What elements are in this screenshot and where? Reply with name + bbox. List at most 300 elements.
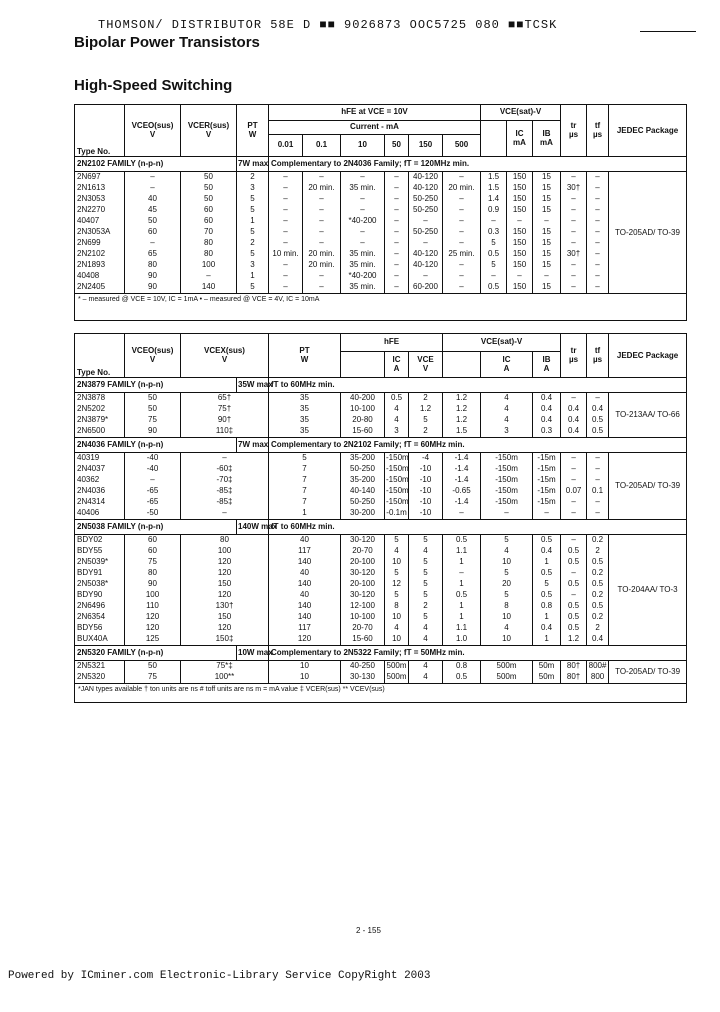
- table-cell: 50-250: [409, 194, 443, 205]
- table-cell: 0.4: [533, 546, 561, 557]
- footer: Powered by ICminer.com Electronic-Library Service CopyRight 2003: [8, 970, 431, 982]
- header-stamp: THOMSON/ DISTRIBUTOR 58E D ■■ 9026873 OOC5725 080 ■■TCSK: [98, 18, 558, 32]
- table-cell: 2: [409, 426, 443, 438]
- table-cell: 110‡: [181, 426, 269, 438]
- table-cell: 0.5: [587, 415, 609, 426]
- table-cell: –: [341, 238, 385, 249]
- table-cell: –: [587, 508, 609, 520]
- table-cell: 0.5: [587, 601, 609, 612]
- table-cell: –: [561, 260, 587, 271]
- table-cell: –: [269, 282, 303, 294]
- table-cell: 5: [409, 590, 443, 601]
- table-cell: –: [561, 216, 587, 227]
- table-cell: 40-120: [409, 249, 443, 260]
- table-cell: –: [443, 271, 481, 282]
- table-cell: 500m: [386, 661, 407, 671]
- table-cell: –: [303, 227, 341, 238]
- table-cell: 35 min.: [341, 282, 385, 294]
- table-cell: 10: [385, 557, 409, 568]
- table-cell: 0.5: [587, 579, 609, 590]
- table-cell: 10: [481, 634, 533, 646]
- table-row: [75, 590, 687, 601]
- table-cell: 2N4036: [75, 486, 125, 497]
- table-cell: 2: [237, 238, 269, 249]
- table-cell: 2: [409, 393, 443, 405]
- table-cell: –: [303, 194, 341, 205]
- table-cell: -150m: [481, 497, 533, 508]
- table-cell: -150m: [386, 453, 409, 463]
- table-cell: *40-200: [341, 216, 385, 227]
- col-vcesat-v: [481, 121, 507, 157]
- table-cell: 2N3878: [75, 393, 125, 405]
- family-row: [75, 438, 687, 453]
- table-cell: 5: [385, 568, 409, 579]
- col2-tf: tf µs: [587, 334, 609, 378]
- table-cell: 30-120: [341, 590, 385, 601]
- table-cell: –: [385, 249, 409, 260]
- table-cell: 8: [385, 601, 409, 612]
- table-cell: 0.5: [561, 557, 587, 568]
- col-tr: tr µs: [561, 105, 587, 157]
- col-pt: PT W: [237, 105, 269, 157]
- table-cell: 0.9: [481, 205, 507, 216]
- table-cell: 90†: [181, 415, 269, 426]
- table-cell: 0.5: [587, 557, 609, 568]
- table-cell: 60: [125, 546, 181, 557]
- table-cell: –: [561, 194, 587, 205]
- table-cell: –: [385, 194, 409, 205]
- table-cell: 30†: [561, 183, 587, 194]
- table-cell: 140: [269, 601, 341, 612]
- table-cell: 35: [269, 415, 341, 426]
- table-row: [75, 227, 687, 238]
- table-cell: 75: [125, 557, 181, 568]
- table-cell: 1.5: [481, 172, 507, 184]
- table-cell: –: [533, 271, 561, 282]
- table-cell: 2N5321: [75, 661, 125, 673]
- table-cell: 15: [533, 194, 561, 205]
- table-row: [75, 546, 687, 557]
- table-cell: 12-100: [341, 601, 385, 612]
- table-cell: 0.5: [561, 601, 587, 612]
- table-cell: 2N2270: [75, 205, 125, 216]
- table-cell: 10: [481, 612, 533, 623]
- table-cell: –: [587, 393, 609, 405]
- table-cell: –: [385, 227, 409, 238]
- table-cell: 20-100: [341, 557, 385, 568]
- table-cell: 7: [269, 486, 341, 497]
- table-cell: 2N4037: [75, 464, 125, 475]
- table-cell: 15: [533, 227, 561, 238]
- table-cell: 90: [125, 579, 181, 590]
- table-cell: –: [303, 205, 341, 216]
- table-row: [75, 216, 687, 227]
- table-cell: 50-250: [409, 205, 443, 216]
- table-cell: -15m: [533, 464, 561, 475]
- table-cell: –: [561, 535, 587, 547]
- col2-hfe: hFE: [341, 334, 443, 352]
- table-cell: 0.3: [481, 227, 507, 238]
- table-cell: 2: [409, 601, 443, 612]
- table-cell: 0.5: [443, 535, 481, 547]
- table-cell: –: [385, 282, 409, 294]
- table-cell: 0.4: [587, 634, 609, 646]
- col-current-3: 50: [385, 135, 409, 157]
- table-cell: 500m: [481, 661, 533, 673]
- table-cell: 40-200: [341, 393, 385, 405]
- table-cell: -65: [125, 497, 181, 508]
- table-cell: 4: [409, 634, 443, 646]
- table-cell: 50m: [533, 672, 561, 684]
- col2-ic-sat: IC A: [481, 352, 533, 378]
- table-cell: 4: [409, 672, 443, 684]
- table-cell: 0.5: [561, 623, 587, 634]
- table-cell: 5: [269, 453, 341, 465]
- family-pt: 7W max: [237, 157, 269, 172]
- table-cell: 75: [125, 415, 181, 426]
- table-cell: 120: [181, 623, 269, 634]
- table-cell: 2N5038*: [75, 579, 125, 590]
- table-cell: 50m: [533, 661, 561, 673]
- table-cell: 15: [533, 249, 561, 260]
- col2-pt: PT W: [269, 334, 341, 378]
- table-cell: 800: [587, 672, 609, 684]
- table-row: [75, 172, 687, 184]
- table-cell: 50-250: [341, 464, 385, 475]
- table-cell: –: [303, 216, 341, 227]
- table-row: [75, 183, 687, 194]
- table-cell: BDY02: [75, 535, 125, 547]
- table-cell: 40406: [75, 508, 125, 520]
- family-desc: Complementary to 2N2102 Family; fT = 60MHz min.: [269, 438, 687, 453]
- table-cell: 50: [181, 172, 237, 184]
- table-cell: 20-80: [341, 415, 385, 426]
- table-cell: 30†: [561, 249, 587, 260]
- table-cell: 2N697: [75, 172, 125, 184]
- table-cell: -4: [409, 453, 443, 465]
- table-cell: 10: [269, 661, 341, 673]
- table-cell: –: [561, 271, 587, 282]
- table-cell: 20-70: [341, 546, 385, 557]
- table-cell: 60: [181, 216, 237, 227]
- table-cell: 20 min.: [443, 183, 481, 194]
- table-cell: 1.2: [443, 415, 481, 426]
- table-cell: 40-250: [341, 661, 385, 673]
- family-pt: 7W max: [237, 438, 269, 453]
- table-cell: –: [303, 238, 341, 249]
- table-cell: 117: [269, 546, 341, 557]
- table-cell: -1.4: [443, 497, 481, 508]
- table-cell: 2N5202: [75, 404, 125, 415]
- table-row: [75, 238, 687, 249]
- col2-vceo: VCEO(sus) V: [125, 334, 181, 378]
- table-cell: -60‡: [181, 464, 269, 475]
- family-desc: fT to 60MHz min.: [269, 520, 687, 535]
- table-cell: 80†: [561, 672, 587, 684]
- table-cell: 15: [533, 238, 561, 249]
- table-cell: 150: [507, 194, 533, 205]
- table-row: [75, 404, 687, 415]
- table-row: [75, 601, 687, 612]
- table-cell: –: [561, 238, 587, 249]
- col-ib: IB mA: [533, 121, 561, 157]
- table-cell: 1.2: [443, 404, 481, 415]
- table-cell: 117: [269, 623, 341, 634]
- table-cell: 150: [507, 183, 533, 194]
- table-cell: 35-200: [341, 453, 385, 465]
- table-cell: –: [533, 216, 561, 227]
- table-cell: 65: [125, 249, 181, 260]
- table-cell: –: [443, 216, 481, 227]
- table-cell: -150m: [481, 464, 533, 475]
- table-cell: -85‡: [181, 497, 269, 508]
- table-cell: –: [125, 172, 181, 184]
- table-cell: 15-60: [341, 426, 385, 438]
- table-cell: -150m: [481, 475, 533, 486]
- table-cell: 35: [269, 393, 341, 405]
- table-cell: -15m: [533, 486, 561, 497]
- table-cell: 2N2405: [75, 282, 125, 294]
- table-cell: –: [385, 216, 409, 227]
- table-cell: 50: [125, 404, 181, 415]
- table-cell: 125: [125, 634, 181, 646]
- table-cell: 2N4314: [75, 497, 125, 508]
- table-cell: –: [587, 464, 609, 475]
- table-cell: 1.1: [443, 546, 481, 557]
- table-cell: 150: [507, 205, 533, 216]
- table-cell: –: [409, 271, 443, 282]
- table-row: [75, 568, 687, 579]
- family-row: [75, 646, 687, 661]
- table-cell: 20-100: [341, 579, 385, 590]
- table-cell: 35: [269, 404, 341, 415]
- table-cell: 2N3053A: [75, 227, 125, 238]
- table-cell: 40: [269, 590, 341, 601]
- table-cell: –: [443, 227, 481, 238]
- table-cell: 1.2: [443, 393, 481, 405]
- table-cell: 75†: [181, 404, 269, 415]
- table-cell: –: [561, 475, 587, 486]
- col-jedec: JEDEC Package: [609, 105, 687, 157]
- table-cell: –: [587, 227, 609, 238]
- table-cell: –: [587, 194, 609, 205]
- table-cell: 120: [181, 590, 269, 601]
- table-cell: 120: [181, 568, 269, 579]
- col2-jedec: JEDEC Package: [609, 334, 687, 378]
- table-cell: 25 min.: [443, 249, 481, 260]
- table-cell: –: [587, 497, 609, 508]
- col-ic: IC mA: [507, 121, 533, 157]
- table-cell: –: [587, 249, 609, 260]
- table-cell: 0.5: [587, 426, 609, 438]
- table-cell: –: [443, 282, 481, 294]
- table-cell: 5: [481, 535, 533, 547]
- table-row: [75, 508, 687, 520]
- family-row: [75, 520, 687, 535]
- table-cell: 30-200: [341, 508, 385, 520]
- table-cell: 3: [237, 183, 269, 194]
- table-cell: 12: [385, 579, 409, 590]
- package-cell: TO-205AD/ TO-39: [609, 661, 687, 684]
- table-row: [75, 282, 687, 294]
- table-cell: 70: [181, 227, 237, 238]
- table-row: [75, 486, 687, 497]
- table-cell: 1: [443, 557, 481, 568]
- table-cell: -10: [409, 486, 443, 497]
- table-cell: 0.5: [533, 535, 561, 547]
- col2-vcex: VCEX(sus) V: [181, 334, 269, 378]
- table-cell: –: [409, 238, 443, 249]
- table-cell: 2N6354: [75, 612, 125, 623]
- table-cell: 1: [443, 579, 481, 590]
- table-cell: 0.5: [561, 546, 587, 557]
- table-cell: 10: [385, 634, 409, 646]
- table-row: [75, 672, 687, 684]
- table-cell: 120: [125, 623, 181, 634]
- table-cell: –: [303, 271, 341, 282]
- table-cell: 1: [533, 612, 561, 623]
- table-cell: 20 min.: [303, 249, 341, 260]
- table-cell: 1.1: [443, 623, 481, 634]
- table-cell: 40-120: [409, 172, 443, 184]
- table-cell: 50-250: [341, 497, 385, 508]
- table-switching-families: [74, 333, 687, 703]
- table-cell: 150: [507, 172, 533, 184]
- table-cell: 1.0: [443, 634, 481, 646]
- table-cell: 20-70: [341, 623, 385, 634]
- table-cell: 0.4: [561, 404, 587, 415]
- col2-hfe-range: [341, 352, 385, 378]
- table-cell: –: [443, 172, 481, 184]
- table-cell: 80: [181, 238, 237, 249]
- table-cell: 2N699: [75, 238, 125, 249]
- family-desc: Complementary to 2N4036 Family; fT = 120MHz min.: [269, 157, 687, 172]
- table-cell: 30-130: [341, 672, 385, 684]
- table-cell: –: [341, 227, 385, 238]
- col-vcesat: VCE(sat)-V: [481, 105, 561, 121]
- table-cell: –: [533, 508, 561, 520]
- table-cell: 0.4: [587, 404, 609, 415]
- table-cell: -150m: [386, 497, 409, 507]
- table-row: [75, 260, 687, 271]
- table-cell: 0.1: [587, 486, 609, 497]
- table-cell: 0.4: [533, 415, 561, 426]
- table-cell: –: [125, 238, 181, 249]
- table-cell: 5: [481, 568, 533, 579]
- page-number: 2 - 155: [356, 926, 381, 935]
- table-cell: –: [181, 271, 237, 282]
- table-cell: –: [125, 475, 181, 486]
- table-cell: 35: [269, 426, 341, 438]
- table-cell: 50-250: [409, 227, 443, 238]
- table-cell: 90: [125, 282, 181, 294]
- col2-vce: VCE V: [409, 352, 443, 378]
- table-cell: 120: [269, 634, 341, 646]
- table-cell: 4: [481, 546, 533, 557]
- table-cell: 0.4: [561, 426, 587, 438]
- table-cell: –: [443, 194, 481, 205]
- col-current-4: 150: [409, 135, 443, 157]
- table-cell: 80: [181, 535, 269, 547]
- table-cell: 40408: [75, 271, 125, 282]
- table-cell: –: [443, 260, 481, 271]
- table-cell: -1.4: [443, 453, 481, 465]
- table-cell: 90: [125, 271, 181, 282]
- package-cell: TO-204AA/ TO-3: [609, 535, 687, 646]
- table-cell: 40-140: [341, 486, 385, 497]
- table-cell: 4: [385, 404, 409, 415]
- table-cell: 0.2: [587, 568, 609, 579]
- table-cell: 15: [533, 183, 561, 194]
- table-cell: 5: [533, 579, 561, 590]
- table-cell: 4: [481, 623, 533, 634]
- table-cell: 4: [385, 415, 409, 426]
- table-cell: -15m: [533, 497, 561, 508]
- table-row: [75, 623, 687, 634]
- family-label: 2N5320 FAMILY (n-p-n): [75, 646, 237, 661]
- table-cell: 35 min.: [341, 260, 385, 271]
- table-cell: -85‡: [181, 486, 269, 497]
- table2-note: *JAN types available † ton units are ns # toff units are ns m = mA value ‡ VCER(sus) ** VCEV(sus): [75, 684, 687, 703]
- table-cell: 0.4: [561, 415, 587, 426]
- table-cell: 7: [269, 475, 341, 486]
- col-current-5: 500: [443, 135, 481, 157]
- table-cell: 20: [481, 579, 533, 590]
- table-cell: 0.4: [533, 404, 561, 415]
- table-cell: 4: [409, 661, 443, 673]
- family-label: 2N3879 FAMILY (n-p-n): [75, 378, 237, 393]
- table-cell: –: [481, 508, 533, 520]
- table-cell: 500m: [481, 672, 533, 684]
- table-cell: 40-120: [409, 260, 443, 271]
- table-cell: 5: [481, 260, 507, 271]
- table-cell: –: [125, 183, 181, 194]
- table-cell: 40: [269, 535, 341, 547]
- table-cell: 1: [443, 601, 481, 612]
- table-cell: 7: [269, 464, 341, 475]
- table-cell: -70‡: [181, 475, 269, 486]
- family-desc: fT to 60MHz min.: [269, 378, 687, 393]
- table-cell: 0.5: [385, 393, 409, 405]
- table-cell: -15m: [533, 475, 561, 486]
- table-cell: –: [269, 172, 303, 184]
- table-cell: 5: [385, 535, 409, 547]
- table-cell: 3: [481, 426, 533, 438]
- table-cell: 40-120: [409, 183, 443, 194]
- table-2n2102-family: [74, 104, 687, 321]
- table-cell: 1.2: [561, 634, 587, 646]
- table-cell: 2N6500: [75, 426, 125, 438]
- table-cell: 40319: [75, 453, 125, 465]
- table-cell: 20 min.: [303, 260, 341, 271]
- table-cell: -150m: [481, 453, 533, 465]
- table-cell: 0.8: [533, 601, 561, 612]
- table-cell: –: [443, 508, 481, 520]
- table-cell: 150: [507, 238, 533, 249]
- table-cell: –: [443, 238, 481, 249]
- table-cell: 0.5: [533, 590, 561, 601]
- table-cell: 4: [385, 623, 409, 634]
- table-cell: –: [385, 205, 409, 216]
- table-row: [75, 661, 687, 673]
- table-cell: –: [587, 282, 609, 294]
- table-cell: 2N5039*: [75, 557, 125, 568]
- table-cell: 100: [181, 546, 269, 557]
- table-cell: 10: [385, 612, 409, 623]
- table-row: [75, 453, 687, 465]
- col-current: Current - mA: [269, 121, 481, 135]
- col-hfe: hFE at VCE = 10V: [269, 105, 481, 121]
